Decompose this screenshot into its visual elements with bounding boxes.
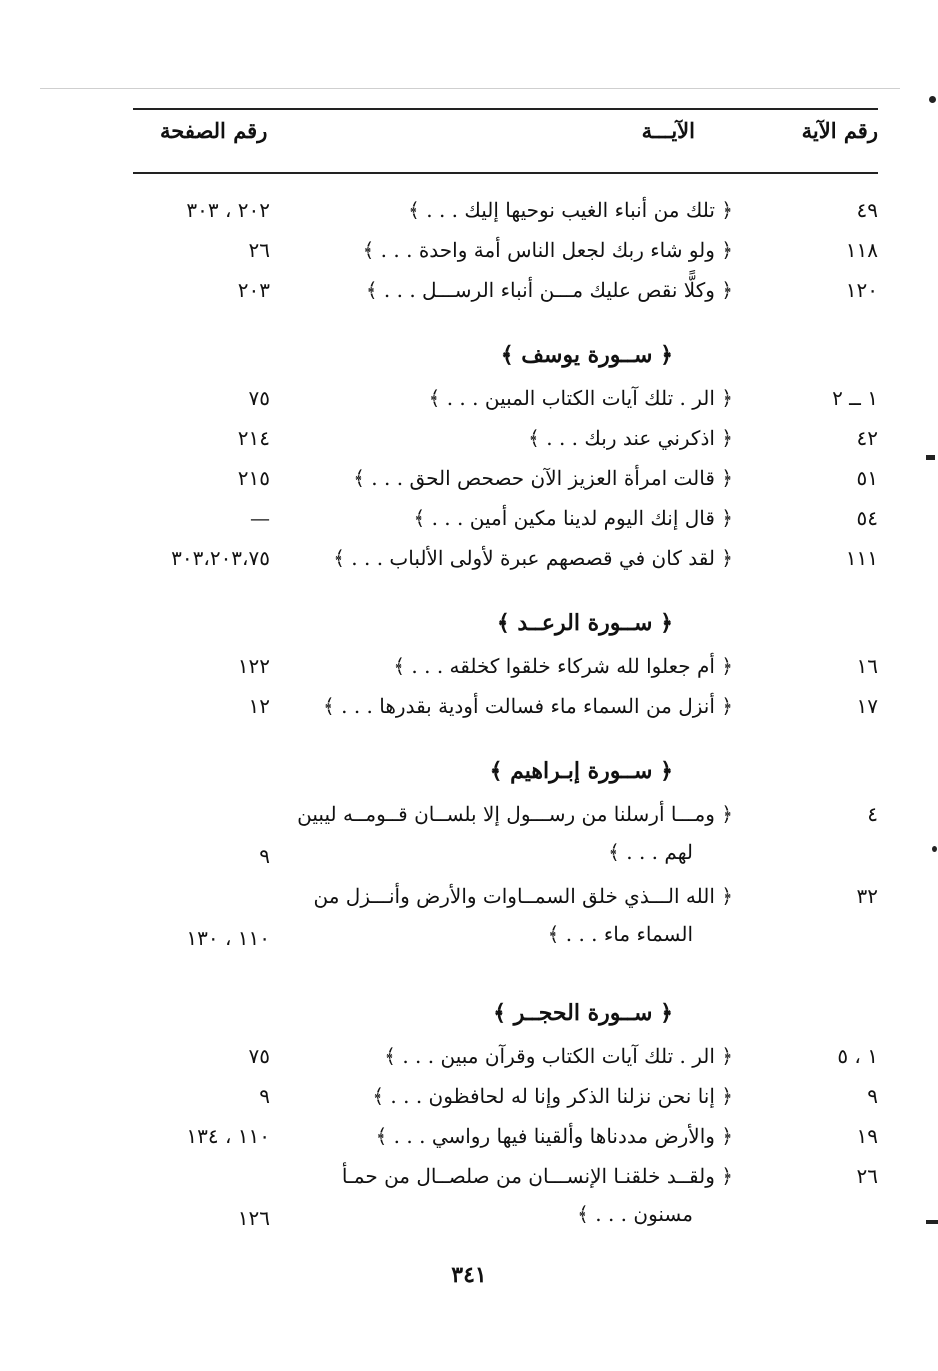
table-row	[0, 272, 938, 312]
verse-text	[263, 802, 733, 864]
verse-number: ١٢٠	[845, 278, 878, 302]
table-row	[0, 380, 938, 420]
page-reference: ١٢	[248, 694, 270, 718]
verse-text: ﴿ تلك من أنباء الغيب نوحيها إليك . . . ﴾	[408, 198, 733, 222]
verse-number: ١٧	[856, 694, 878, 718]
verse-line-2: السماء ماء . . . ﴾	[547, 922, 693, 946]
verse-text	[263, 1164, 733, 1226]
table-row	[0, 500, 938, 540]
table-row	[0, 648, 938, 688]
verse-number: ٣٢	[856, 884, 878, 908]
page-reference: ٩	[259, 1084, 270, 1108]
verse-line-2: لهم . . . ﴾	[608, 840, 693, 864]
page-reference: ٢١٥	[237, 466, 270, 490]
section-gap	[0, 312, 938, 336]
verse-number: ١١١	[845, 546, 878, 570]
page-reference: ١٢٢	[237, 654, 270, 678]
section-gap	[0, 580, 938, 604]
header-page-number: رقم الصفحة	[160, 118, 268, 143]
page-reference: ٩	[259, 844, 270, 868]
table-row	[0, 1078, 938, 1118]
verse-text: ﴿ قال إنك اليوم لدينا مكين أمين . . . ﴾	[413, 506, 733, 530]
page-reference: ١١٠ ، ١٣٤	[186, 1124, 270, 1148]
page-number: ٣٤١	[451, 1262, 487, 1288]
scan-mark	[929, 96, 936, 103]
page-reference: ٧٥	[248, 386, 270, 410]
surah-heading-hijr	[0, 994, 938, 1038]
verse-text: ﴿ اذكرني عند ربك . . . ﴾	[528, 426, 733, 450]
page-reference: ٢٠٣	[237, 278, 270, 302]
surah-heading-ibrahim	[0, 752, 938, 796]
section-gap	[0, 728, 938, 752]
scan-mark	[926, 1220, 938, 1224]
scan-mark	[932, 846, 937, 852]
verse-number: ١٦	[856, 654, 878, 678]
page-reference: ٢٠٢ ، ٣٠٣	[186, 198, 270, 222]
verse-line-2: مسنون . . . ﴾	[577, 1202, 693, 1226]
table-row	[0, 1118, 938, 1158]
verse-text: ﴿ لقد كان في قصصهم عبرة لأولى الألباب . . . ﴾	[333, 546, 733, 570]
table-row	[0, 232, 938, 272]
verse-number: ٩	[867, 1084, 878, 1108]
verse-text: ﴿ الر . تلك آيات الكتاب المبين . . . ﴾	[428, 386, 733, 410]
verse-text: ﴿ أم جعلوا لله شركاء خلقوا كخلقه . . . ﴾	[393, 654, 733, 678]
verse-text: ﴿ أنزل من السماء ماء فسالت أودية بقدرها . . . ﴾	[323, 694, 733, 718]
table-row	[0, 1038, 938, 1078]
verse-text: ﴿ والأرض مددناها وألقينا فيها رواسي . . . ﴾	[375, 1124, 733, 1148]
verse-number: ٤٢	[856, 426, 878, 450]
scan-mark	[926, 455, 935, 460]
surah-title: ﴿ ســورة إبـراهيم ﴾	[489, 758, 673, 784]
table-row	[0, 192, 938, 232]
page-reference: ٢١٤	[237, 426, 270, 450]
table-row	[0, 688, 938, 728]
section-gap	[0, 960, 938, 994]
verse-number: ١١٨	[845, 238, 878, 262]
page-reference: ٧٥	[248, 1044, 270, 1068]
verse-index-table	[0, 192, 938, 1240]
verse-number: ١ ــ ٢	[832, 386, 878, 410]
page-reference: ٣٠٣،٢٠٣،٧٥	[171, 546, 270, 570]
table-row	[0, 460, 938, 500]
verse-number: ٥١	[856, 466, 878, 490]
page-reference: ٢٦	[248, 238, 270, 262]
verse-text: ﴿ إنا نحن نزلنا الذكر وإنا له لحافظون . . . ﴾	[372, 1084, 733, 1108]
surah-title: ﴿ ســورة يوسف ﴾	[500, 342, 673, 368]
verse-number: ٤	[867, 802, 878, 826]
verse-number: ١ ، ٥	[837, 1044, 878, 1068]
verse-text: ﴿ ولو شاء ربك لجعل الناس أمة واحدة . . . ﴾	[362, 238, 733, 262]
surah-title: ﴿ ســورة الحجــر ﴾	[493, 1000, 673, 1026]
header-bottom-rule	[133, 172, 878, 174]
verse-text	[263, 884, 733, 946]
scan-hairline	[40, 88, 900, 89]
verse-line-1: ﴿ ومـــا أرسلنا من رســـول إلا بلســان قــومــه ليبين	[297, 802, 733, 826]
header-verse: الآيـــة	[641, 118, 695, 143]
table-row	[0, 1158, 938, 1240]
header-verse-number: رقم الآية	[801, 118, 878, 143]
verse-number: ٥٤	[856, 506, 878, 530]
surah-heading-yusuf	[0, 336, 938, 380]
verse-line-1: ﴿ ولقــد خلقنـا الإنســـان من صلصــال من حمـأ	[341, 1164, 733, 1188]
verse-text: ﴿ قالت امرأة العزيز الآن حصحص الحق . . . ﴾	[353, 466, 733, 490]
verse-text: ﴿ الر . تلك آيات الكتاب وقرآن مبين . . . ﴾	[384, 1044, 733, 1068]
page-reference: —	[250, 506, 270, 530]
surah-heading-raad	[0, 604, 938, 648]
verse-number: ٤٩	[856, 198, 878, 222]
verse-number: ١٩	[856, 1124, 878, 1148]
verse-number: ٢٦	[856, 1164, 878, 1188]
page-reference: ١١٠ ، ١٣٠	[186, 926, 270, 950]
table-row	[0, 796, 938, 878]
header-top-rule	[133, 108, 878, 110]
surah-title: ﴿ ســورة الرعــد ﴾	[496, 610, 673, 636]
table-row	[0, 540, 938, 580]
table-row	[0, 420, 938, 460]
verse-text: ﴿ وكلًّا نقص عليك مـــن أنباء الرســـل . . . ﴾	[365, 278, 733, 302]
verse-line-1: ﴿ الله الـــذي خلق السمــاوات والأرض وأنـــزل من	[313, 884, 733, 908]
page-reference: ١٢٦	[237, 1206, 270, 1230]
table-row	[0, 878, 938, 960]
